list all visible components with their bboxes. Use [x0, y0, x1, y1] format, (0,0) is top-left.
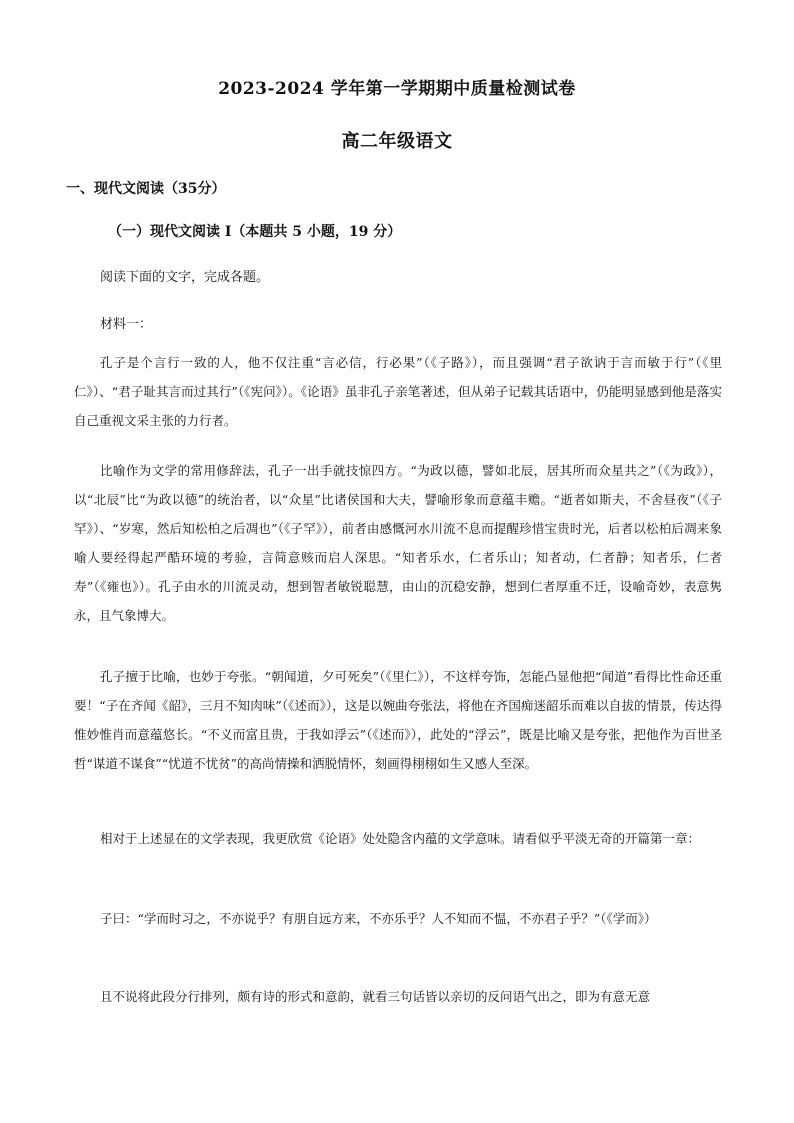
paragraph: 孔子擅于比喻，也妙于夸张。“朝闻道，夕可死矣”（《里仁》），不这样夸饰，怎能凸显他把“闻道”看得比性命还重要！“子在齐闻《韶》，三月不知肉味”（《述而》），这是以婉曲夸张法，将他在齐国痴迷韶乐而难以自拔的情景，传达得惟妙惟肖而意蕴悠长。“不义而富且贵，于我如浮云”（《述而》），此处的“浮云”，既是比喻又是夸张，把他作为百世圣哲“谋道不谋食”“忧道不忧贫”的高尚情操和洒脱情怀，刻画得栩栩如生又感人至深。 — [74, 669, 722, 771]
exam-subtitle: 高二年级语文 — [341, 131, 453, 152]
paragraph: 且不说将此段分行排列，颇有诗的形式和意韵，就看三句话皆以亲切的反问语气出之，即为有意无意 — [100, 989, 651, 1004]
quote-paragraph: 子曰：“学而时习之，不亦说乎？有朋自远方来，不亦乐乎？人不知而不愠，不亦君子乎？”（《学而》） — [100, 911, 657, 926]
material-label: 材料一： — [100, 317, 153, 332]
paragraph: 孔子是个言行一致的人，他不仅注重“言必信，行必果”（《子路》），而且强调“君子欲讷于言而敏于行”（《里仁》）、“君子耻其言而过其行”（《宪问》）。《论语》虽非孔子亲笔著述，但从弟子记载其话语中，仍能明显感到他是落实自己重视文采主张的力行者。 — [74, 355, 722, 428]
paragraph: 相对于上述显在的文学表现，我更欣赏《论语》处处隐含内蕴的文学意味。请看似乎平淡无奇的开篇第一章： — [100, 831, 701, 846]
exam-title: 2023-2024 学年第一学期期中质量检测试卷 — [218, 79, 576, 99]
section-heading: 一、现代文阅读（35分） — [66, 181, 226, 197]
reading-instruction: 阅读下面的文字，完成各题。 — [100, 270, 270, 285]
paragraph: 比喻作为文学的常用修辞法，孔子一出手就技惊四方。“为政以德，譬如北辰，居其所而众星共之”（《为政》），以“北辰”比“为政以德”的统治者，以“众星”比诸侯国和大夫，譬喻形象而意蕴丰赡。“逝者如斯夫，不舍昼夜”（《子罕》）、“岁寒，然后知松柏之后凋也”（《子罕》），前者由感慨河水川流不息而提醒珍惜宝贵时光，后者以松柏后凋来象喻人要经得起严酷环境的考验，言简意赅而启人深思。“知者乐水，仁者乐山；知者动，仁者静；知者乐，仁者寿”（《雍也》）。孔子由水的川流灵动，想到智者敏锐聪慧，由山的沉稳安静，想到仁者厚重不迁，设喻奇妙，表意隽永，且气象博大。 — [74, 463, 722, 623]
subsection-heading: （一）现代文阅读 I（本题共 5 小题，19 分） — [108, 224, 402, 240]
